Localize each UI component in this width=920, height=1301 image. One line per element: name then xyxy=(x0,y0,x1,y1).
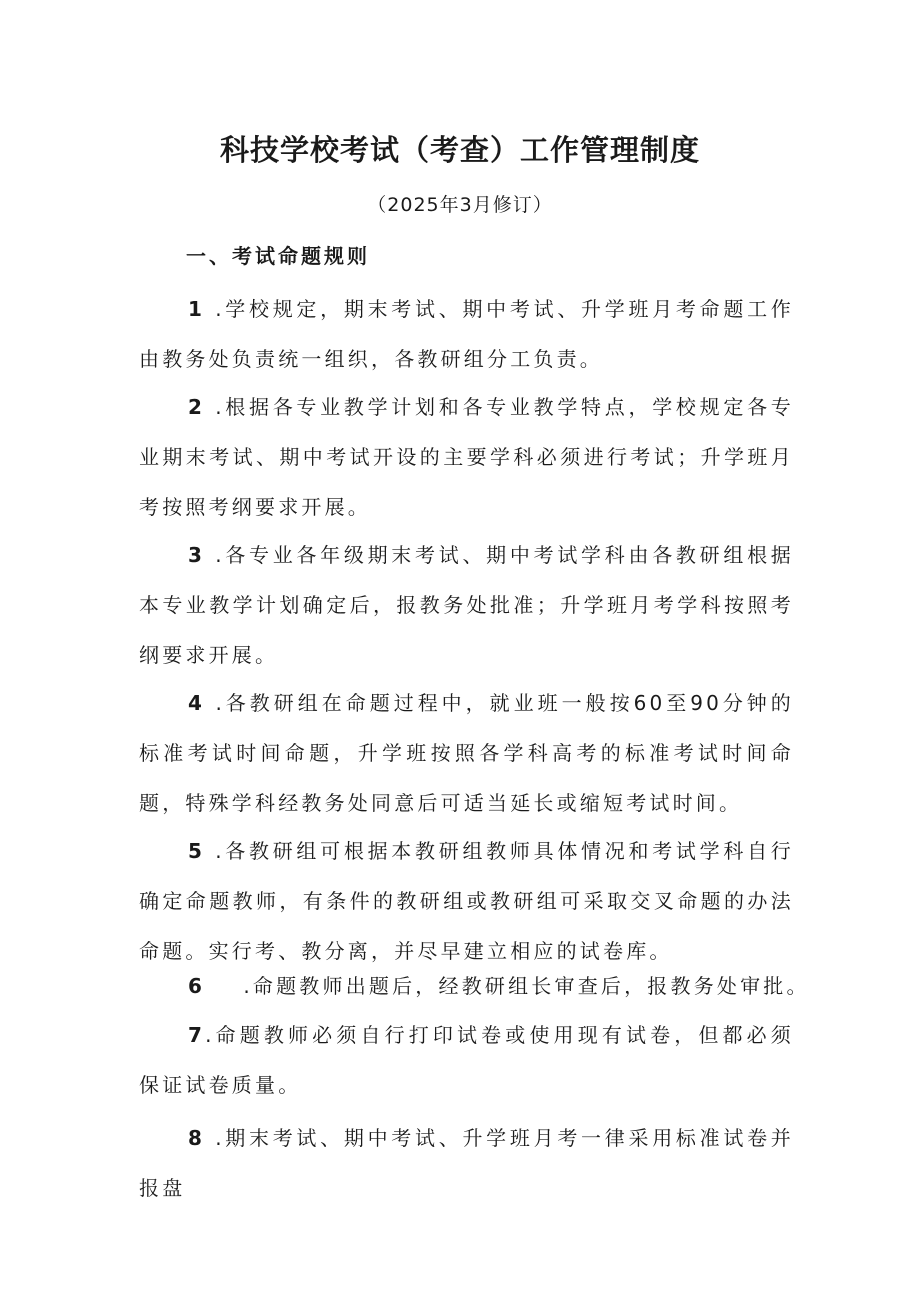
document-subtitle: （2025年3月修订） xyxy=(367,194,553,216)
paragraph-text: .命题教师出题后，经教研组长审查后，报教务处审批。 xyxy=(205,974,810,998)
paragraph-number: 1 xyxy=(188,297,206,321)
section-heading: 一、考试命题规则 xyxy=(186,244,370,268)
paragraph-text: .根据各专业教学计划和各专业教学特点，学校规定各专业期末考试、期中考试开设的主要学科必须进行考试；升学班月考按照考纲要求开展。 xyxy=(139,395,794,519)
paragraph-text: .学校规定，期末考试、期中考试、升学班月考命题工作由教务处负责统一组织，各教研组分工负责。 xyxy=(139,297,794,371)
paragraph-6 xyxy=(139,961,810,1011)
paragraph-text: .命题教师必须自行打印试卷或使用现有试卷，但都必须保证试卷质量。 xyxy=(139,1023,794,1097)
paragraph-text: .各专业各年级期末考试、期中考试学科由各教研组根据本专业教学计划确定后，报教务处批准；升学班月考学科按照考纲要求开展。 xyxy=(139,543,794,667)
paragraph-text: .各教研组在命题过程中，就业班一般按60至90分钟的标准考试时间命题，升学班按照各学科高考的标准考试时间命题，特殊学科经教务处同意后可适当延长或缩短考试时间。 xyxy=(139,691,794,815)
document-title: 科技学校考试（考查）工作管理制度 xyxy=(219,133,700,167)
paragraph-text: .各教研组可根据本教研组教师具体情况和考试学科自行确定命题教师，有条件的教研组或教研组可采取交叉命题的办法命题。实行考、教分离，并尽早建立相应的试卷库。 xyxy=(139,839,794,963)
paragraph-number: 2 xyxy=(188,395,206,419)
paragraph-2 xyxy=(139,382,794,532)
paragraph-1 xyxy=(139,284,794,384)
paragraph-5 xyxy=(139,826,794,976)
paragraph-number: 4 xyxy=(188,691,206,715)
paragraph-7 xyxy=(139,1010,794,1110)
paragraph-number: 3 xyxy=(188,543,206,567)
paragraph-number: 8 xyxy=(188,1126,206,1150)
paragraph-8 xyxy=(139,1113,794,1213)
paragraph-number: 6 xyxy=(188,974,206,998)
paragraph-number: 7 xyxy=(188,1023,206,1047)
paragraph-text: .期末考试、期中考试、升学班月考一律采用标准试卷并报盘 xyxy=(139,1126,794,1200)
paragraph-4 xyxy=(139,678,794,828)
paragraph-number: 5 xyxy=(188,839,206,863)
paragraph-3 xyxy=(139,530,794,680)
